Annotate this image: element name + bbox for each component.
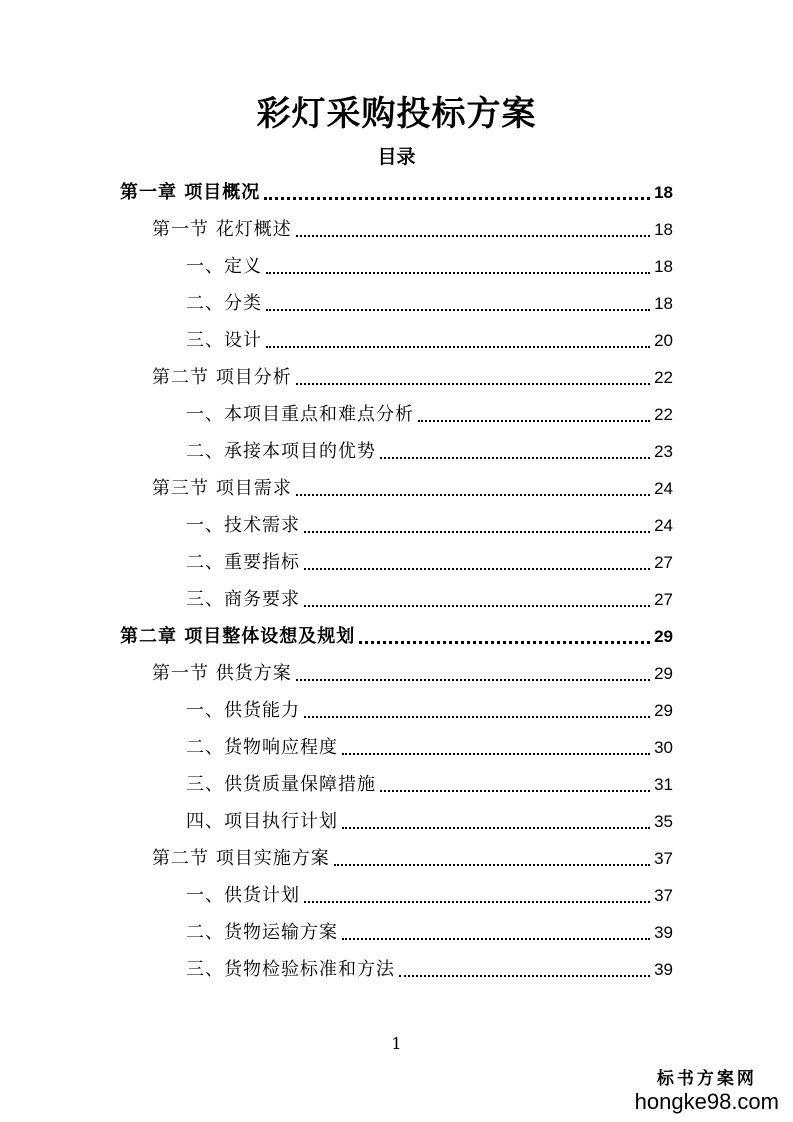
toc-entry-page: 37	[654, 849, 673, 868]
toc-entry-label: 四、项目执行计划	[186, 811, 338, 832]
toc-entry-page: 30	[654, 738, 673, 757]
toc-entry-item[interactable]	[186, 804, 673, 834]
toc-entry-page: 22	[654, 368, 673, 387]
site-watermark	[635, 1068, 779, 1114]
toc-entry-item[interactable]	[186, 545, 673, 575]
dot-leader	[296, 494, 650, 496]
toc-entry-page: 18	[654, 294, 673, 313]
dot-leader	[418, 420, 650, 422]
toc-entry-page: 20	[654, 331, 673, 350]
watermark-url: hongke98.com	[634, 1089, 779, 1114]
toc-entry-page: 27	[654, 590, 673, 609]
dot-leader	[304, 716, 650, 718]
toc-entry-page: 35	[654, 812, 673, 831]
dot-leader	[342, 827, 650, 829]
toc-entry-page: 29	[654, 627, 673, 646]
toc-entry-label: 二、重要指标	[186, 552, 300, 573]
toc-entry-label: 第二节 项目实施方案	[152, 848, 330, 869]
dot-leader	[399, 975, 650, 977]
dot-leader	[264, 197, 650, 200]
toc-entry-chapter[interactable]	[120, 619, 673, 649]
dot-leader	[380, 790, 650, 792]
toc-entry-section[interactable]	[152, 841, 673, 871]
dot-leader	[296, 235, 650, 237]
toc-entry-page: 39	[654, 960, 673, 979]
toc-entry-item[interactable]	[186, 249, 673, 279]
dot-leader	[359, 641, 650, 644]
toc-entry-item[interactable]	[186, 286, 673, 316]
dot-leader	[342, 938, 650, 940]
toc-entry-item[interactable]	[186, 693, 673, 723]
dot-leader	[380, 457, 650, 459]
toc-entry-item[interactable]	[186, 397, 673, 427]
toc-entry-page: 24	[654, 516, 673, 535]
toc-entry-label: 第三节 项目需求	[152, 478, 292, 499]
toc-entry-section[interactable]	[152, 212, 673, 242]
toc-entry-item[interactable]	[186, 915, 673, 945]
toc-entry-label: 第二章 项目整体设想及规划	[120, 626, 356, 647]
toc-entry-chapter[interactable]	[120, 175, 673, 205]
toc-entry-label: 第一节 花灯概述	[152, 219, 292, 240]
toc-entry-label: 三、货物检验标准和方法	[186, 959, 395, 980]
toc-entry-item[interactable]	[186, 952, 673, 982]
dot-leader	[296, 383, 650, 385]
toc-entry-page: 37	[654, 886, 673, 905]
toc-entry-page: 18	[654, 220, 673, 239]
toc-entry-label: 三、设计	[186, 330, 262, 351]
toc-entry-page: 39	[654, 923, 673, 942]
page-number: 1	[391, 1034, 402, 1053]
toc-entry-label: 二、货物运输方案	[186, 922, 338, 943]
toc-entry-label: 第二节 项目分析	[152, 367, 292, 388]
toc-entry-page: 18	[654, 183, 673, 202]
dot-leader	[266, 346, 650, 348]
toc-entry-item[interactable]	[186, 434, 673, 464]
toc-entry-item[interactable]	[186, 582, 673, 612]
toc-entry-label: 第一章 项目概况	[120, 182, 261, 203]
toc-entry-label: 一、供货计划	[186, 885, 300, 906]
document-title: 彩灯采购投标方案	[256, 94, 537, 134]
toc-entry-label: 三、商务要求	[186, 589, 300, 610]
toc-entry-item[interactable]	[186, 878, 673, 908]
toc-entry-page: 29	[654, 664, 673, 683]
toc-entry-label: 二、承接本项目的优势	[186, 441, 376, 462]
dot-leader	[304, 605, 650, 607]
toc-entry-label: 一、供货能力	[186, 700, 300, 721]
dot-leader	[266, 309, 650, 311]
dot-leader	[296, 679, 650, 681]
toc-entry-section[interactable]	[152, 471, 673, 501]
toc-entry-page: 23	[654, 442, 673, 461]
toc-entry-page: 24	[654, 479, 673, 498]
dot-leader	[342, 753, 650, 755]
toc-entry-page: 22	[654, 405, 673, 424]
toc-entry-item[interactable]	[186, 730, 673, 760]
toc-entry-label: 第一节 供货方案	[152, 663, 292, 684]
toc-entry-item[interactable]	[186, 508, 673, 538]
dot-leader	[334, 864, 650, 866]
dot-leader	[304, 568, 650, 570]
toc-entry-item[interactable]	[186, 767, 673, 797]
toc-heading: 目录	[377, 146, 416, 168]
toc-entry-label: 一、定义	[186, 256, 262, 277]
dot-leader	[266, 272, 650, 274]
toc-entry-label: 二、货物响应程度	[186, 737, 338, 758]
toc-entry-page: 18	[654, 257, 673, 276]
toc-entry-page: 27	[654, 553, 673, 572]
toc-entry-page: 29	[654, 701, 673, 720]
watermark-name: 标书方案网	[656, 1069, 757, 1089]
toc-entry-label: 一、技术需求	[186, 515, 300, 536]
dot-leader	[304, 531, 650, 533]
toc-entry-section[interactable]	[152, 656, 673, 686]
toc-entry-item[interactable]	[186, 323, 673, 353]
toc-entry-label: 一、本项目重点和难点分析	[186, 404, 414, 425]
toc-entry-page: 31	[654, 775, 673, 794]
toc-entry-section[interactable]	[152, 360, 673, 390]
toc-entry-label: 三、供货质量保障措施	[186, 774, 376, 795]
toc-entry-label: 二、分类	[186, 293, 262, 314]
dot-leader	[304, 901, 650, 903]
